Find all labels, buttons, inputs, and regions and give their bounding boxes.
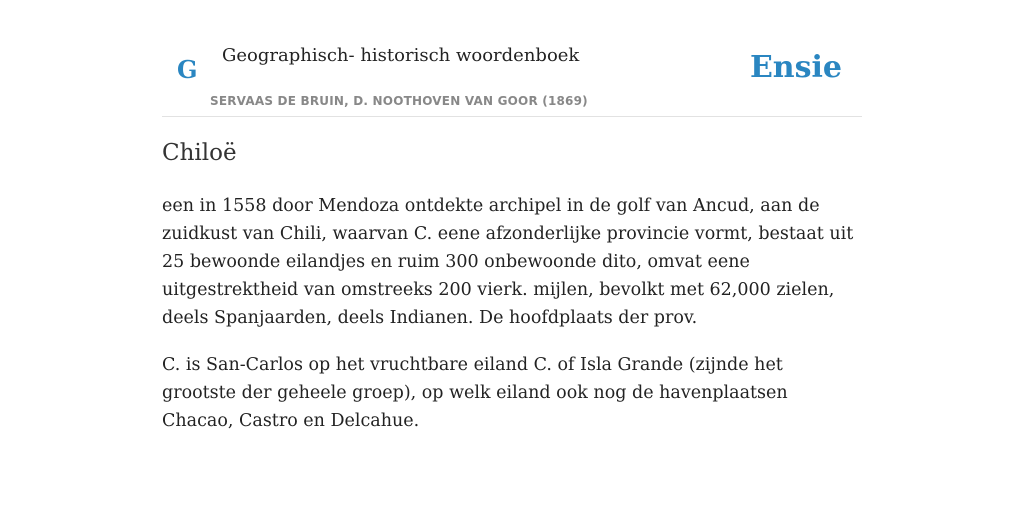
letter-index-link[interactable]: G xyxy=(177,55,198,84)
entry-title: Chiloë xyxy=(162,140,237,166)
ensie-logo[interactable]: Ensie xyxy=(749,50,842,85)
entry-body xyxy=(162,192,862,454)
page-container xyxy=(162,0,862,431)
entry-paragraph: C. is San-Carlos op het vruchtbare eiland C. of Isla Grande (zijnde het grootste der geheele groep), op welk eiland ook nog de havenplaatsen Chacao, Castro en Delcahue. xyxy=(162,355,788,431)
book-authors: SERVAAS DE BRUIN, D. NOOTHOVEN VAN GOOR (1869) xyxy=(210,94,588,108)
book-title[interactable]: Geographisch- historisch woordenboek xyxy=(222,45,580,66)
entry-paragraph: een in 1558 door Mendoza ontdekte archipel in de golf van Ancud, aan de zuidkust van Chili, waarvan C. eene afzonderlijke provincie vormt, bestaat uit 25 bewoonde eilandjes en ruim 300 onbewoonde dito, omvat eene uitgestrektheid van omstreeks 200 vierk. mijlen, bevolkt met 62,000 zielen, deels Spanjaarden, deels Indianen. De hoofdplaats der prov. xyxy=(162,196,854,328)
book-header xyxy=(162,0,862,117)
